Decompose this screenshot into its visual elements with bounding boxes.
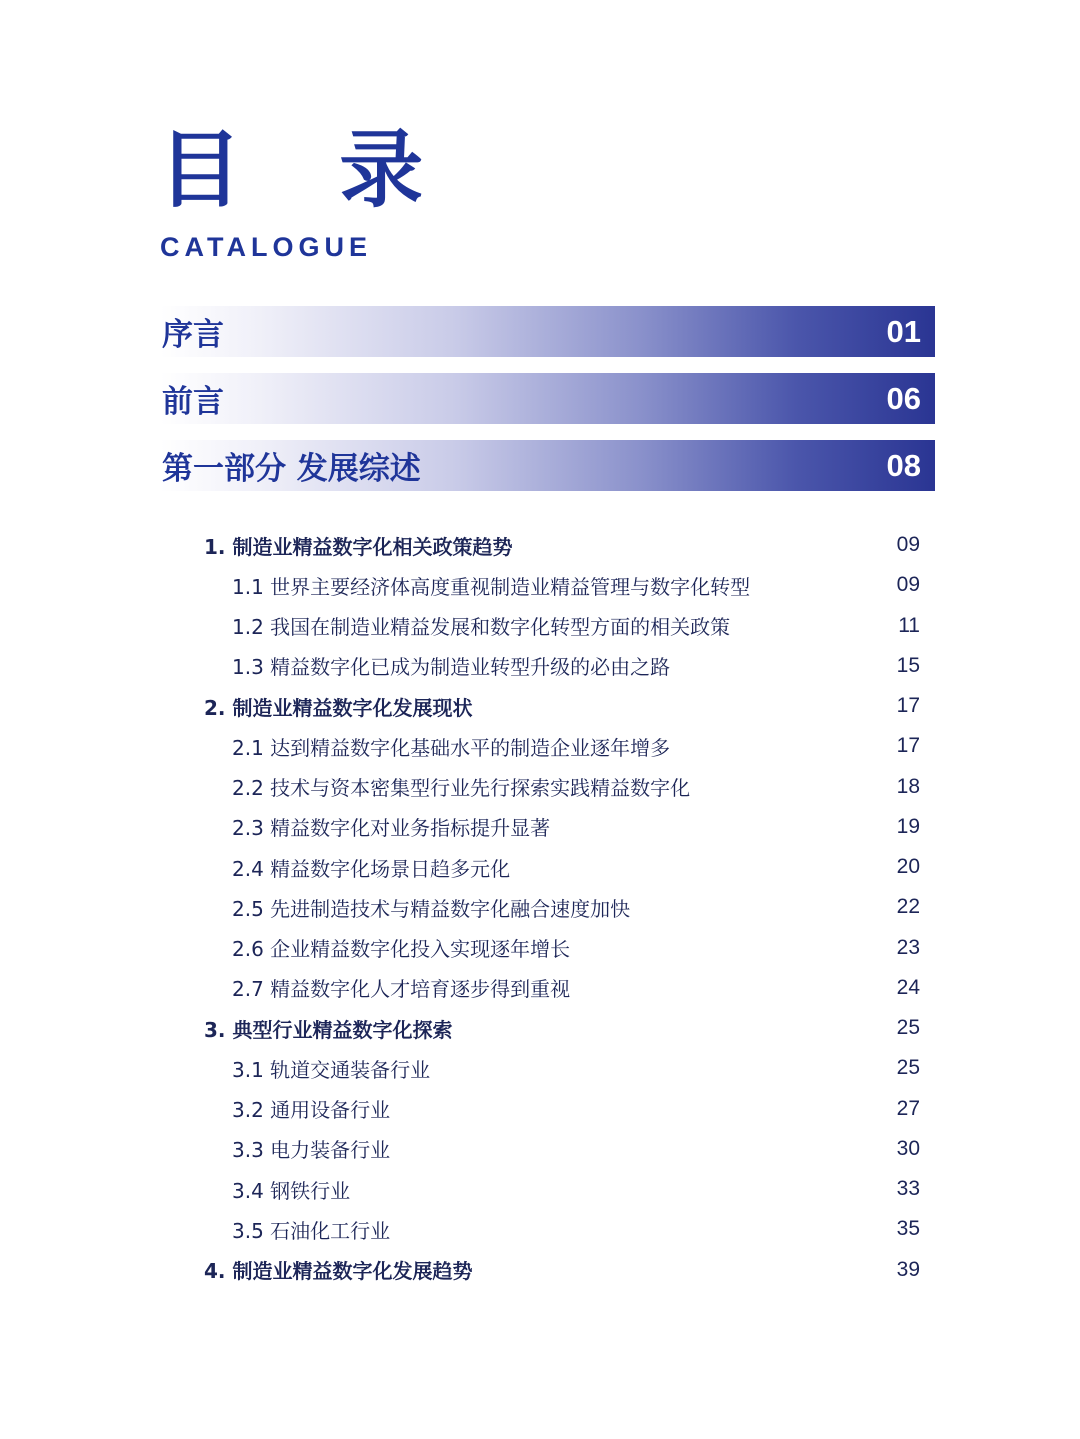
toc-subsection-row[interactable] [204, 1169, 920, 1209]
toc-entry-page: 18 [896, 774, 920, 798]
toc-subsection-row[interactable] [204, 565, 920, 605]
toc-entry-title: 1.3 精益数字化已成为制造业转型升级的必由之路 [232, 655, 671, 680]
toc-subsection-row[interactable] [204, 646, 920, 686]
toc-subsection-row[interactable] [204, 1089, 920, 1129]
toc-subsection-row[interactable] [204, 847, 920, 887]
toc-entry-page: 17 [896, 694, 920, 718]
toc-entry-title: 3.3 电力装备行业 [232, 1138, 391, 1163]
section-bar-part-one[interactable] [160, 440, 935, 491]
section-bar-page: 06 [886, 380, 921, 416]
toc-subsection-row[interactable] [204, 767, 920, 807]
toc-entry-page: 33 [896, 1177, 920, 1201]
section-bar-page: 08 [886, 447, 921, 483]
toc-entry-title: 1.2 我国在制造业精益发展和数字化转型方面的相关政策 [232, 615, 731, 640]
toc-subsection-row[interactable] [204, 887, 920, 927]
toc-entry-title: 1.1 世界主要经济体高度重视制造业精益管理与数字化转型 [232, 574, 751, 599]
toc-chapter-row[interactable] [204, 686, 920, 726]
section-bar-page: 01 [886, 313, 921, 349]
section-bar-preface[interactable] [160, 306, 935, 357]
toc-entry-page: 25 [896, 1016, 920, 1040]
toc-subsection-row[interactable] [204, 606, 920, 646]
toc-entry-page: 15 [896, 653, 920, 677]
section-bar-label: 前言 [162, 384, 224, 420]
toc-entry-page: 27 [896, 1096, 920, 1120]
toc-chapter-row[interactable] [204, 525, 920, 565]
toc-entry-page: 39 [896, 1257, 920, 1281]
toc-subsection-row[interactable] [204, 968, 920, 1008]
toc-subsection-row[interactable] [204, 726, 920, 766]
toc-subsection-row[interactable] [204, 807, 920, 847]
toc-entry-title: 2.6 企业精益数字化投入实现逐年增长 [232, 937, 571, 962]
toc-entry-title: 2.2 技术与资本密集型行业先行探索实践精益数字化 [232, 776, 691, 801]
toc-list [204, 525, 920, 1290]
toc-entry-page: 09 [896, 573, 920, 597]
section-bar-foreword[interactable] [160, 373, 935, 424]
toc-entry-title: 3.1 轨道交通装备行业 [232, 1057, 431, 1082]
toc-entry-title: 1. 制造业精益数字化相关政策趋势 [204, 534, 513, 559]
toc-entry-title: 2.7 精益数字化人才培育逐步得到重视 [232, 977, 571, 1002]
toc-entry-page: 30 [896, 1136, 920, 1160]
toc-entry-page: 09 [896, 533, 920, 557]
page-title: 目 录 [158, 121, 458, 219]
toc-entry-page: 23 [896, 935, 920, 959]
section-bar-label: 第一部分 发展综述 [162, 451, 421, 487]
toc-entry-title: 3.4 钢铁行业 [232, 1178, 351, 1203]
toc-entry-page: 17 [896, 734, 920, 758]
toc-entry-title: 3.2 通用设备行业 [232, 1098, 391, 1123]
toc-entry-title: 2.3 精益数字化对业务指标提升显著 [232, 816, 551, 841]
toc-chapter-row[interactable] [204, 1250, 920, 1290]
toc-entry-page: 25 [896, 1056, 920, 1080]
toc-entry-page: 20 [896, 855, 920, 879]
toc-entry-title: 2.5 先进制造技术与精益数字化融合速度加快 [232, 896, 631, 921]
toc-entry-page: 19 [896, 814, 920, 838]
toc-entry-title: 3.5 石油化工行业 [232, 1218, 391, 1243]
toc-entry-page: 24 [896, 975, 920, 999]
toc-entry-page: 11 [898, 613, 920, 637]
toc-subsection-row[interactable] [204, 1129, 920, 1169]
toc-entry-title: 2. 制造业精益数字化发展现状 [204, 695, 473, 720]
toc-chapter-row[interactable] [204, 1008, 920, 1048]
toc-entry-page: 35 [896, 1217, 920, 1241]
toc-subsection-row[interactable] [204, 1209, 920, 1249]
toc-subsection-row[interactable] [204, 928, 920, 968]
toc-entry-title: 4. 制造业精益数字化发展趋势 [204, 1259, 473, 1284]
section-bar-label: 序言 [162, 317, 224, 353]
toc-subsection-row[interactable] [204, 1048, 920, 1088]
toc-entry-title: 2.1 达到精益数字化基础水平的制造企业逐年增多 [232, 735, 671, 760]
toc-entry-title: 3. 典型行业精益数字化探索 [204, 1017, 453, 1042]
page-subtitle: CATALOGUE [160, 232, 372, 262]
toc-entry-title: 2.4 精益数字化场景日趋多元化 [232, 856, 511, 881]
toc-entry-page: 22 [896, 895, 920, 919]
